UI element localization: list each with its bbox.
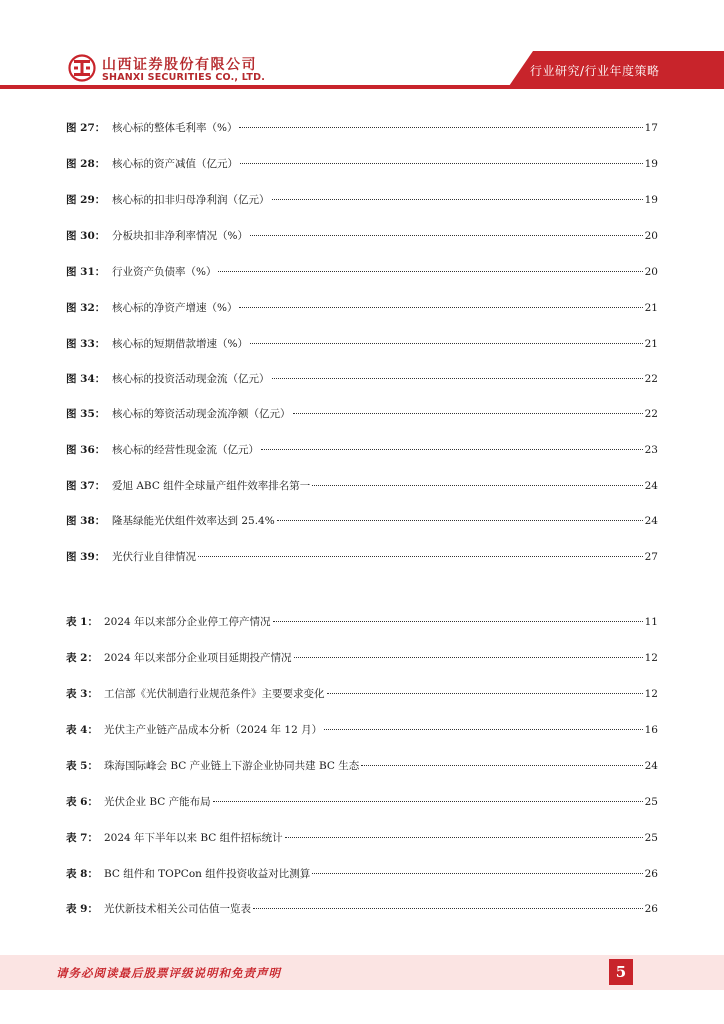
toc-title: 核心标的资产减值（亿元）: [112, 158, 238, 170]
toc-title: 光伏企业 BC 产能布局: [104, 796, 211, 808]
toc-title: 核心标的筹资活动现金流净额（亿元）: [112, 408, 291, 420]
toc-entry-table[interactable]: [66, 829, 658, 847]
toc-entry-figure[interactable]: [66, 512, 658, 530]
toc-title: 光伏行业自律情况: [112, 551, 196, 563]
toc-leader: [272, 377, 643, 379]
toc-entry-figure[interactable]: [66, 335, 658, 353]
toc-label: 图 37：: [66, 480, 106, 492]
toc-entry-table[interactable]: [66, 793, 658, 811]
toc-leader: [253, 907, 643, 909]
toc-title: 核心标的扣非归母净利润（亿元）: [112, 194, 270, 206]
toc-page: 21: [644, 302, 658, 314]
company-name-en: SHANXI SECURITIES CO., LTD.: [102, 72, 266, 83]
toc-title: 核心标的整体毛利率（%）: [112, 122, 238, 134]
toc-leader: [198, 555, 643, 557]
toc-title: 珠海国际峰会 BC 产业链上下游企业协同共建 BC 生态: [104, 760, 360, 772]
toc-leader: [293, 412, 643, 414]
toc-entry-table[interactable]: [66, 649, 658, 667]
toc-leader: [261, 448, 643, 450]
toc-title: 工信部《光伏制造行业规范条件》主要要求变化: [104, 688, 325, 700]
toc-label: 表 1：: [66, 616, 98, 628]
toc-label: 图 32：: [66, 302, 106, 314]
toc-page: 23: [644, 444, 658, 456]
toc-title: 行业资产负债率（%）: [112, 266, 217, 278]
toc-leader: [250, 342, 643, 344]
toc-page: 20: [644, 230, 658, 242]
toc-label: 表 4：: [66, 724, 98, 736]
toc-title: 爱旭 ABC 组件全球量产组件效率排名第一: [112, 480, 311, 492]
toc-label: 表 9：: [66, 903, 98, 915]
toc-entry-figure[interactable]: [66, 155, 658, 173]
toc-page: 26: [644, 868, 658, 880]
toc-label: 图 39：: [66, 551, 106, 563]
toc-title: 核心标的经营性现金流（亿元）: [112, 444, 259, 456]
toc-page: 27: [644, 551, 658, 563]
toc-label: 图 36：: [66, 444, 106, 456]
toc-entry-figure[interactable]: [66, 441, 658, 459]
toc-label: 表 3：: [66, 688, 98, 700]
toc-page: 25: [644, 796, 658, 808]
toc-title: 2024 年以来部分企业项目延期投产情况: [104, 652, 292, 664]
toc-leader: [277, 519, 643, 521]
toc-leader: [250, 234, 643, 236]
toc-title: 光伏新技术相关公司估值一览表: [104, 903, 251, 915]
toc-entry-figure[interactable]: [66, 263, 658, 281]
toc-page: 16: [644, 724, 658, 736]
toc-label: 图 33：: [66, 338, 106, 350]
disclaimer-link[interactable]: 请务必阅读最后股票评级说明和免责声明: [56, 966, 281, 980]
toc-leader: [272, 198, 643, 200]
toc-page: 12: [644, 688, 658, 700]
toc-label: 表 6：: [66, 796, 98, 808]
toc-leader: [273, 620, 643, 622]
toc-leader: [285, 836, 643, 838]
toc-entry-figure[interactable]: [66, 477, 658, 495]
toc-leader: [361, 764, 642, 766]
toc-leader: [327, 692, 643, 694]
toc-label: 图 29：: [66, 194, 106, 206]
toc-leader: [239, 306, 642, 308]
toc-page: 21: [644, 338, 658, 350]
toc-page: 11: [644, 616, 658, 628]
toc-entry-figure[interactable]: [66, 191, 658, 209]
section-title: 行业研究/行业年度策略: [530, 64, 660, 78]
toc-entry-figure[interactable]: [66, 119, 658, 137]
toc-label: 表 7：: [66, 832, 98, 844]
toc-entry-figure[interactable]: [66, 299, 658, 317]
toc-title: 核心标的短期借款增速（%）: [112, 338, 248, 350]
toc-leader: [240, 162, 643, 164]
toc-leader: [239, 126, 642, 128]
toc-title: 核心标的投资活动现金流（亿元）: [112, 373, 270, 385]
toc-title: 光伏主产业链产品成本分析（2024 年 12 月）: [104, 724, 323, 736]
toc-page: 24: [644, 480, 658, 492]
toc-page: 25: [644, 832, 658, 844]
toc-page: 24: [644, 515, 658, 527]
toc-entry-table[interactable]: [66, 757, 658, 775]
toc-page: 12: [644, 652, 658, 664]
company-name-cn: 山西证券股份有限公司: [102, 57, 257, 73]
toc-leader: [294, 656, 643, 658]
toc-entry-table[interactable]: [66, 613, 658, 631]
toc-page: 26: [644, 903, 658, 915]
toc-page: 19: [644, 158, 658, 170]
toc-leader: [312, 484, 642, 486]
toc-entry-figure[interactable]: [66, 227, 658, 245]
toc-page: 17: [644, 122, 658, 134]
toc-label: 图 31：: [66, 266, 106, 278]
toc-label: 表 8：: [66, 868, 98, 880]
toc-entry-table[interactable]: [66, 721, 658, 739]
toc-title: 2024 年以来部分企业停工停产情况: [104, 616, 271, 628]
toc-page: 24: [644, 760, 658, 772]
toc-entry-figure[interactable]: [66, 548, 658, 566]
toc-title: 核心标的净资产增速（%）: [112, 302, 238, 314]
toc-entry-figure[interactable]: [66, 370, 658, 388]
toc-title: 分板块扣非净利率情况（%）: [112, 230, 248, 242]
toc-entry-table[interactable]: [66, 685, 658, 703]
toc-label: 图 27：: [66, 122, 106, 134]
toc-label: 表 5：: [66, 760, 98, 772]
toc-page: 22: [644, 373, 658, 385]
toc-entry-table[interactable]: [66, 900, 658, 918]
toc-leader: [324, 728, 643, 730]
shanxi-securities-logo-icon: [68, 54, 96, 82]
page-footer: [0, 955, 724, 990]
toc-label: 图 34：: [66, 373, 106, 385]
toc-page: 19: [644, 194, 658, 206]
toc-title: 隆基绿能光伏组件效率达到 25.4%: [112, 515, 275, 527]
toc-leader: [312, 872, 642, 874]
toc-page: 20: [644, 266, 658, 278]
toc-label: 图 30：: [66, 230, 106, 242]
toc-leader: [218, 270, 642, 272]
toc-page: 22: [644, 408, 658, 420]
toc-entry-table[interactable]: [66, 865, 658, 883]
toc-title: BC 组件和 TOPCon 组件投资收益对比测算: [104, 868, 311, 880]
toc-entry-figure[interactable]: [66, 405, 658, 423]
toc-label: 图 28：: [66, 158, 106, 170]
page-header: [0, 0, 724, 100]
toc-label: 图 35：: [66, 408, 106, 420]
toc-label: 图 38：: [66, 515, 106, 527]
toc-leader: [213, 800, 643, 802]
toc-label: 表 2：: [66, 652, 98, 664]
page-number: 5: [609, 959, 633, 985]
toc-title: 2024 年下半年以来 BC 组件招标统计: [104, 832, 283, 844]
